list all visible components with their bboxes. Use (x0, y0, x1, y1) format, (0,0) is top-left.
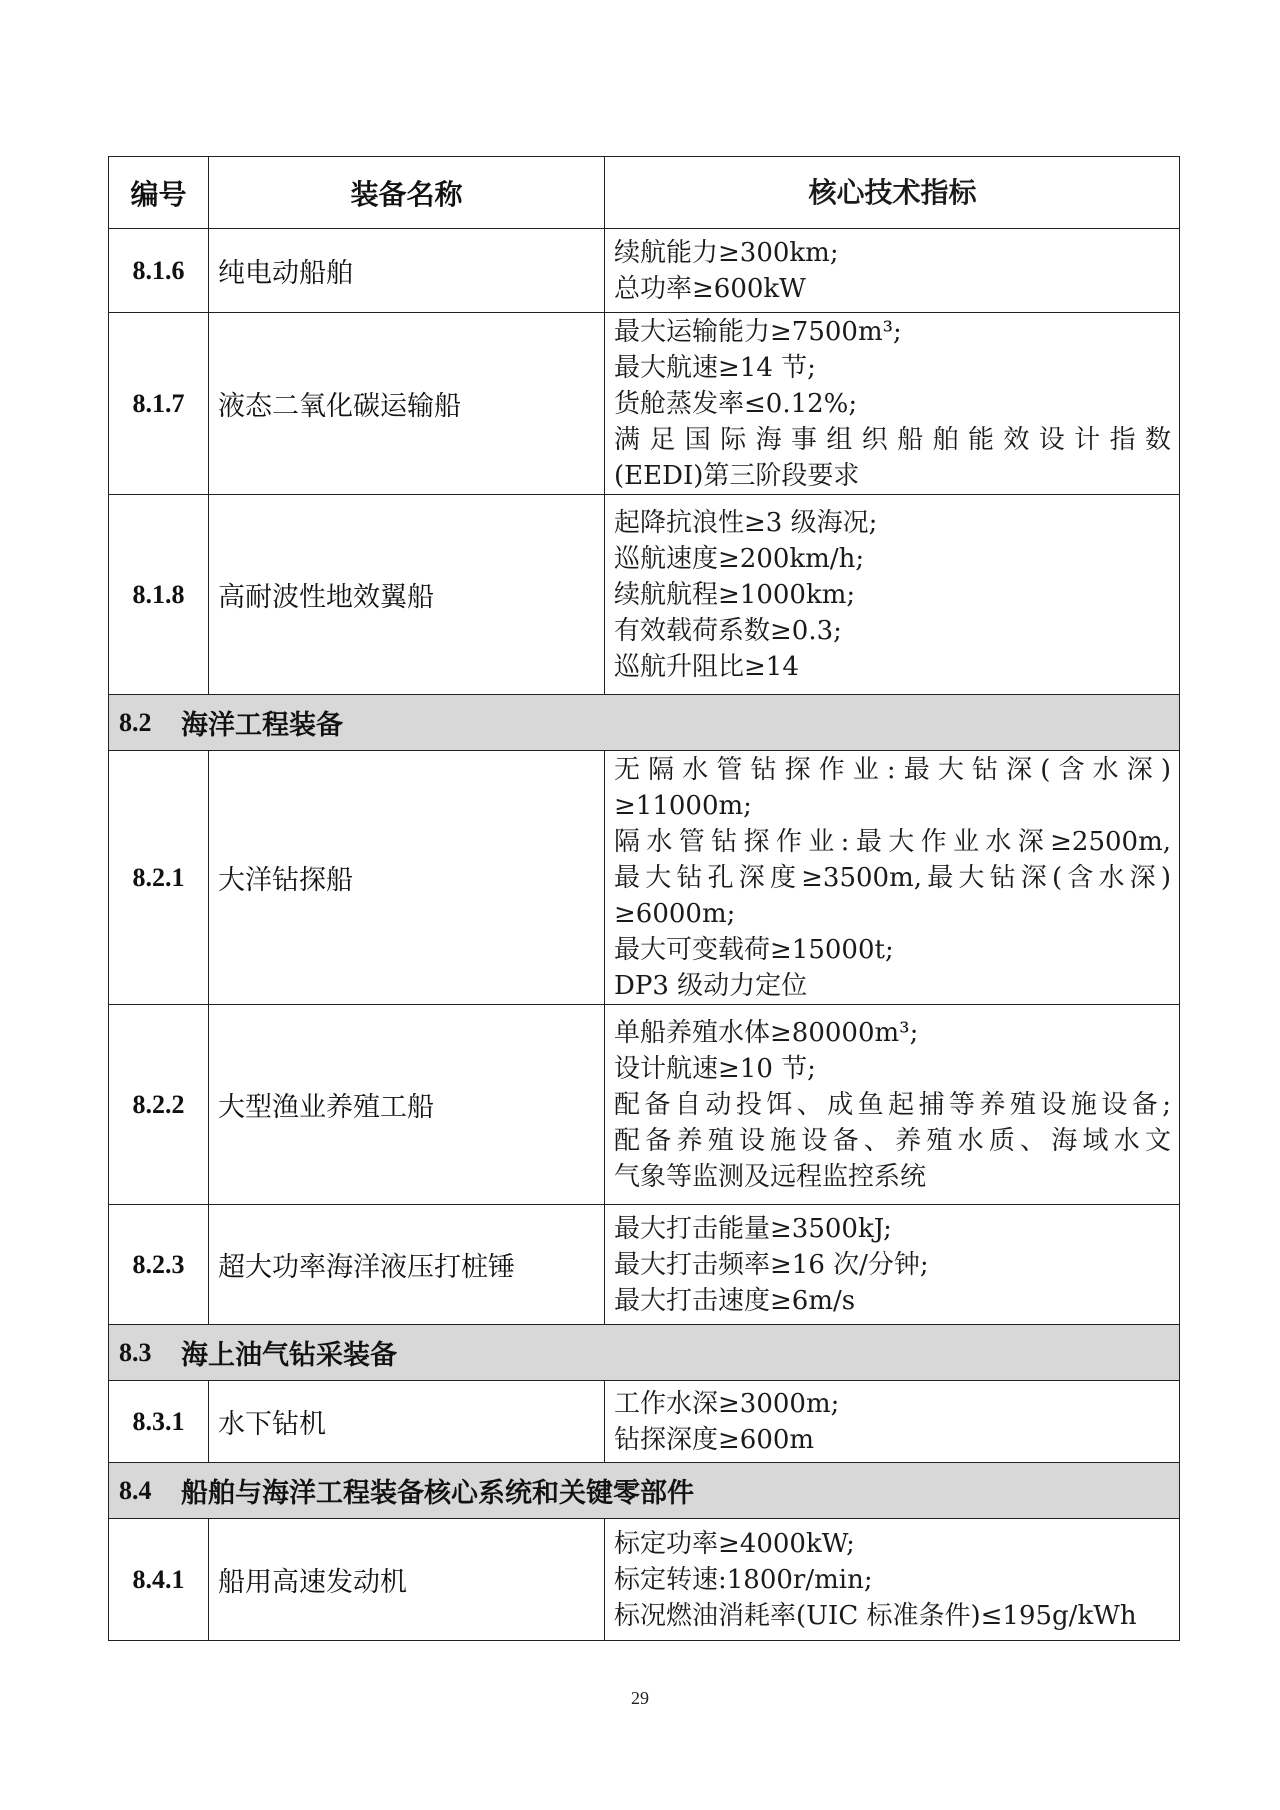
section-title: 船舶与海洋工程装备核心系统和关键零部件 (181, 1478, 694, 1509)
section-title: 海上油气钻采装备 (181, 1340, 397, 1371)
spec-line: (EEDI)第三阶段要求 (614, 460, 860, 491)
spec-line: 最大钻孔深度≥3500m,最大钻深(含水深) (614, 862, 1171, 893)
spec-line: 巡航升阻比≥14 (614, 651, 799, 682)
section-row (108, 694, 1180, 750)
spec-cell (604, 1004, 1180, 1204)
equipment-name: 大洋钻探船 (208, 750, 604, 1004)
table-bottom-border (108, 1640, 1180, 1641)
section-number: 8.3 (119, 1337, 152, 1367)
spec-cell (604, 494, 1180, 694)
spec-line: ≥11000m; (614, 790, 752, 821)
spec-cell (604, 228, 1180, 312)
section-title: 海洋工程装备 (181, 710, 343, 741)
equipment-name: 纯电动船舶 (208, 228, 604, 312)
table-row (108, 1380, 1180, 1462)
spec-line: 满足国际海事组织船舶能效设计指数 (614, 424, 1171, 455)
spec-line: DP3 级动力定位 (614, 970, 808, 1001)
equipment-number: 8.1.7 (108, 312, 208, 494)
equipment-number: 8.1.8 (108, 494, 208, 694)
spec-line: 续航航程≥1000km; (614, 579, 856, 610)
spec-line: 最大可变载荷≥15000t; (614, 934, 894, 965)
spec-line: 最大运输能力≥7500m³; (614, 316, 902, 347)
header-col-no: 编号 (108, 156, 208, 228)
spec-line: 配备养殖设施设备、养殖水质、海域水文 (614, 1125, 1171, 1156)
equipment-number: 8.1.6 (108, 228, 208, 312)
spec-line: 巡航速度≥200km/h; (614, 543, 865, 574)
equipment-number: 8.4.1 (108, 1518, 208, 1640)
section-number: 8.4 (119, 1475, 152, 1505)
equipment-number: 8.2.2 (108, 1004, 208, 1204)
spec-cell (604, 1380, 1180, 1462)
spec-line: 总功率≥600kW (614, 273, 806, 304)
header-col-spec: 核心技术指标 (604, 156, 1180, 228)
spec-line: 最大打击频率≥16 次/分钟; (614, 1249, 929, 1280)
spec-line: 设计航速≥10 节; (614, 1053, 816, 1084)
spec-line: 货舱蒸发率≤0.12%; (614, 388, 858, 419)
spec-line: 无隔水管钻探作业:最大钻深(含水深) (614, 754, 1171, 785)
equipment-name: 水下钻机 (208, 1380, 604, 1462)
spec-line: ≥6000m; (614, 898, 736, 929)
table-row (108, 1004, 1180, 1204)
table-row (108, 312, 1180, 494)
spec-line: 钻探深度≥600m (614, 1424, 815, 1455)
spec-cell (604, 312, 1180, 494)
table-row (108, 1204, 1180, 1324)
equipment-name: 船用高速发动机 (208, 1518, 604, 1640)
section-row (108, 1324, 1180, 1380)
section-row (108, 1462, 1180, 1518)
spec-line: 起降抗浪性≥3 级海况; (614, 507, 878, 538)
spec-line: 单船养殖水体≥80000m³; (614, 1017, 919, 1048)
spec-line: 续航能力≥300km; (614, 237, 839, 268)
spec-line: 气象等监测及远程监控系统 (614, 1161, 927, 1192)
section-number: 8.2 (119, 707, 152, 737)
equipment-number: 8.2.3 (108, 1204, 208, 1324)
page-number: 29 (631, 1688, 649, 1708)
header-col-name: 装备名称 (208, 156, 604, 228)
table-row (108, 228, 1180, 312)
equipment-name: 超大功率海洋液压打桩锤 (208, 1204, 604, 1324)
table-row (108, 750, 1180, 1004)
equipment-number: 8.3.1 (108, 1380, 208, 1462)
spec-cell (604, 750, 1180, 1004)
equipment-name: 液态二氧化碳运输船 (208, 312, 604, 494)
spec-line: 最大打击能量≥3500kJ; (614, 1213, 892, 1244)
equipment-name: 高耐波性地效翼船 (208, 494, 604, 694)
spec-line: 最大打击速度≥6m/s (614, 1285, 856, 1316)
table-row (108, 1518, 1180, 1640)
spec-line: 标定功率≥4000kW; (614, 1528, 855, 1559)
equipment-number: 8.2.1 (108, 750, 208, 1004)
spec-line: 有效载荷系数≥0.3; (614, 615, 842, 646)
spec-line: 标况燃油消耗率(UIC 标准条件)≤195g/kWh (614, 1600, 1137, 1631)
table-header (108, 156, 1180, 228)
spec-line: 配备自动投饵、成鱼起捕等养殖设施设备; (614, 1089, 1171, 1120)
table-row (108, 494, 1180, 694)
spec-cell (604, 1204, 1180, 1324)
spec-cell (604, 1518, 1180, 1640)
spec-line: 隔水管钻探作业:最大作业水深≥2500m, (614, 826, 1171, 857)
spec-line: 标定转速:1800r/min; (614, 1564, 873, 1595)
equipment-name: 大型渔业养殖工船 (208, 1004, 604, 1204)
spec-line: 最大航速≥14 节; (614, 352, 816, 383)
spec-line: 工作水深≥3000m; (614, 1388, 840, 1419)
